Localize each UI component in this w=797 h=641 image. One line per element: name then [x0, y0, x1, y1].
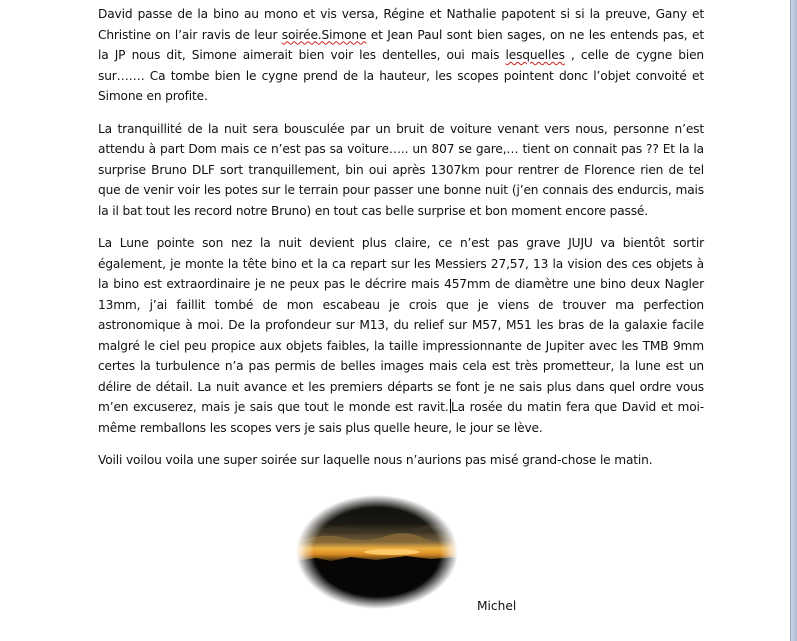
- spelling-error-mark: lesquelles: [505, 48, 565, 62]
- paragraph-3: La Lune pointe son nez la nuit devient plus claire, ce n’est pas grave JUJU va bientôt sortir également, je monte la tête bino et la ca repart sur les Messiers 27,57, 13 la vision des ces objets à la bino est extraordinaire je ne peux pas le décrire mais 457mm de diamètre une bino deux Nagler 13mm, j’ai faillit tombé de mon escabeau je crois que je viens de trouver ma perfection astronomique à moi. De la profondeur sur M13, du relief sur M57, M51 les bras de la galaxie facile malgré le ciel peu propice aux objets faibles, la taille impressionnante de Jupiter avec les TMB 9mm certes la turbulence n’a pas permis de belles images mais cela est très prometteur, la lune est un délire de détail. La nuit avance et les premiers départs se font je ne sais plus dans quel ordre vous m’en excuserez, mais je sais que tout le monde est ravit. La rosée du matin fera que David et moi-même remballons les scopes vers je sais plus quelle heure, le jour se lève.: [98, 236, 704, 435]
- spelling-error-mark: soirée.Simone: [281, 27, 367, 42]
- paragraph-2: La tranquillité de la nuit sera bousculée par un bruit de voiture venant vers nous, personne n’est attendu à part Dom mais ce n’est pas sa voiture….. un 807 se gare,… tient on connait pas ?? Et la la surprise Bruno DLF sort tranquillement, bin oui après 1307km pour rentrer de Florence rien de tel que de venir voir les potes sur le terrain pour passer une bonne nuit (j’en connais des endurcis, mais la il bat tout les record notre Bruno) en tout cas belle surprise et bon moment encore passé.: [98, 121, 704, 218]
- paragraph-4: Voili voilou voila une super soirée sur laquelle nous n’aurions pas misé grand-chose le matin.: [98, 453, 653, 467]
- document-body[interactable]: [98, 4, 704, 483]
- paragraph-1: David passe de la bino au mono et vis versa, Régine et Nathalie papotent si si la preuve, Gany et Christine on l’air ravis de leur soirée.Simone et Jean Paul sont bien sages, on ne les entends pas, et la JP nous dit, Simone aimerait bien voir les dentelles, oui mais lesquelles , celle de cygne bien sur……. Ca tombe bien le cygne prend de la hauteur, les scopes pointent donc l’objet convoité et Simone en profite.: [98, 7, 704, 103]
- signature: Michel: [477, 599, 517, 613]
- sunset-photo[interactable]: [296, 495, 458, 609]
- window-edge: [790, 0, 797, 641]
